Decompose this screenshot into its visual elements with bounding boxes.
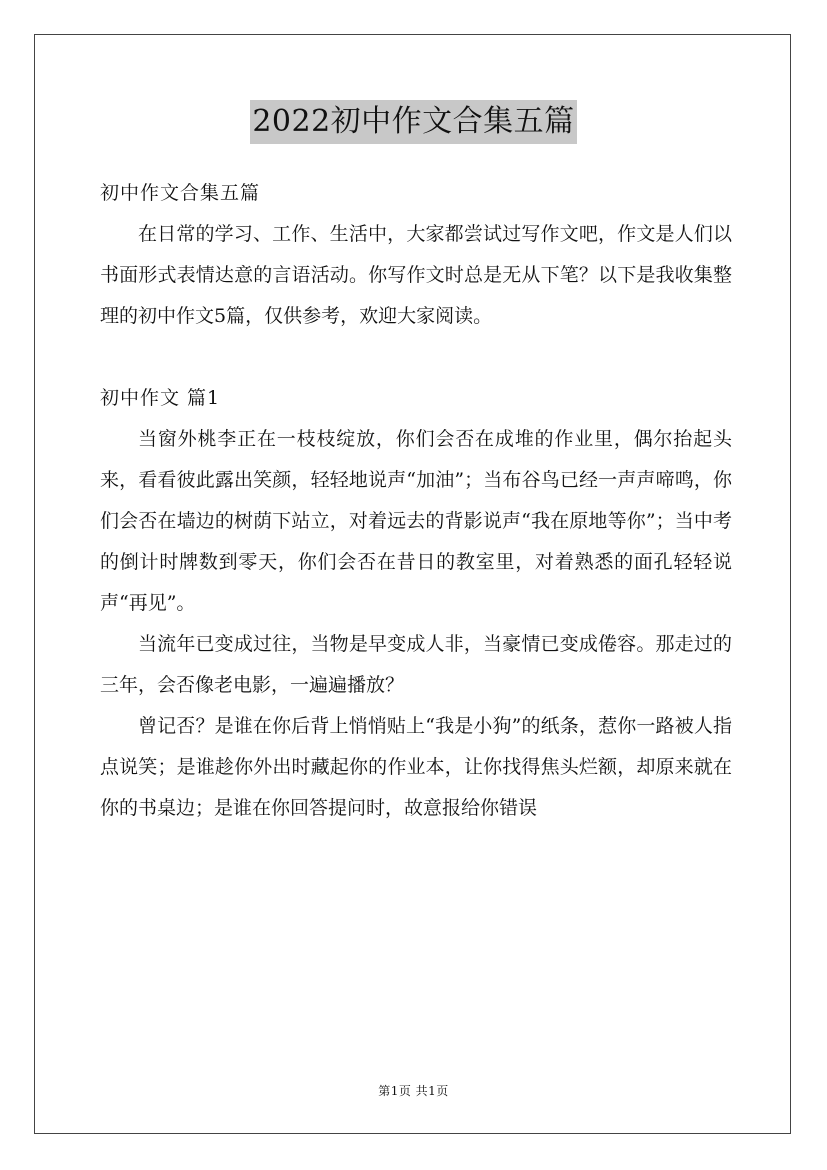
page-footer: 第1页 共1页: [378, 1084, 449, 1098]
body-paragraph-2: 当流年已变成过往，当物是早变成人非，当豪情已变成倦容。那走过的三年，会否像老电影，一遍遍播放？: [100, 633, 732, 696]
paragraph-spacer: [100, 337, 732, 378]
body-paragraph-1: 当窗外桃李正在一枝枝绽放，你们会否在成堆的作业里，偶尔抬起头来，看看彼此露出笑颜，轻轻地说声“加油”；当布谷鸟已经一声声啼鸣，你们会否在墙边的树荫下站立，对着远去的背影说声“我在原地等你”；当中考的倒计时牌数到零天，你们会否在昔日的教室里，对着熟悉的面孔轻轻说声“再见”。: [100, 428, 732, 614]
section-heading: 初中作文 篇1: [100, 387, 221, 409]
document-title: 2022初中作文合集五篇: [250, 100, 576, 144]
intro-paragraph: 在日常的学习、工作、生活中，大家都尝试过写作文吧，作文是人们以书面形式表情达意的言语活动。你写作文时总是无从下笔？以下是我收集整理的初中作文5篇，仅供参考，欢迎大家阅读。: [100, 223, 732, 327]
title-container: [0, 100, 827, 144]
body-paragraph-3: 曾记否？是谁在你后背上悄悄贴上“我是小狗”的纸条，惹你一路被人指点说笑；是谁趁你外出时藏起你的作业本，让你找得焦头烂额，却原来就在你的书桌边；是谁在你回答提问时，故意报给你错误: [100, 715, 732, 819]
document-subtitle: 初中作文合集五篇: [100, 182, 261, 204]
document-body: [100, 173, 732, 829]
